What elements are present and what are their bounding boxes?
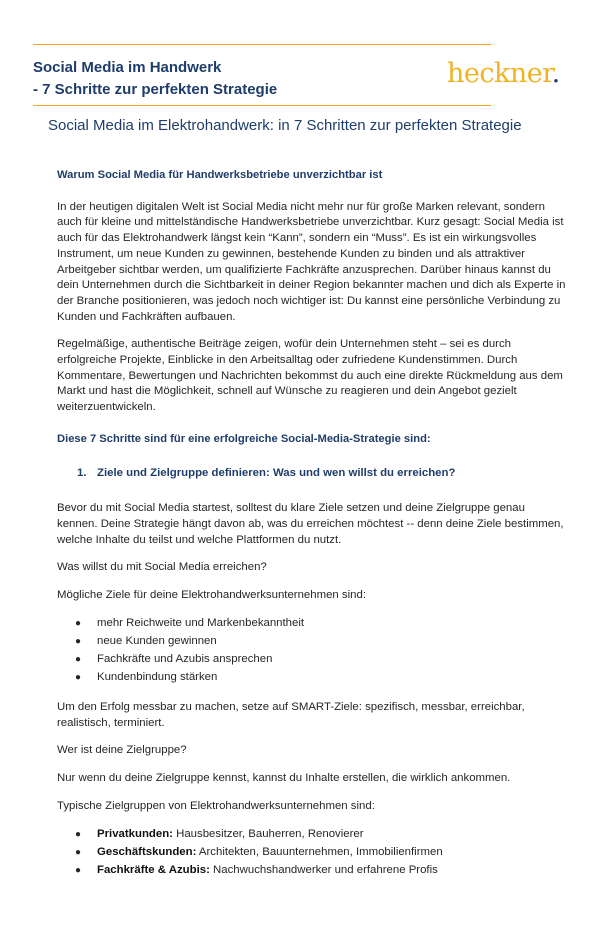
paragraph-smart: Um den Erfolg messbar zu machen, setze auf SMART-Ziele: spezifisch, messbar, erreichbar, realistisch, terminiert. xyxy=(57,701,525,729)
header-title xyxy=(33,57,277,101)
question-audience: Wer ist deine Zielgruppe? xyxy=(57,744,187,757)
list-item: ● Fachkräfte und Azubis ansprechen xyxy=(75,652,567,668)
list-item: ● Kundenbindung stärken xyxy=(75,670,567,686)
bullet-icon: ● xyxy=(75,828,82,840)
bullet-icon: ● xyxy=(75,865,82,876)
header-bottom-rule xyxy=(33,105,491,106)
step-title: Ziele und Zielgruppe definieren: Was und wen willst du erreichen? xyxy=(97,466,456,479)
paragraph-regular-posts: Regelmäßige, authentische Beiträge zeigen, wofür dein Unternehmen steht – sei es durch erfolgreiche Projekte, Einblicke in den Arbeitsalltag oder zufriedene Kundenstimmen. Durch Kommentare, Bewertungen und Nachrichten bekommst du auch eine direkte Rückmeldung aus dem Markt und hast die Möglichkeit, schnell auf Wünsche zu reagieren und dein Angebot gezielt weiterzuentwickeln. xyxy=(57,338,563,414)
bullet-icon: ● xyxy=(75,617,82,629)
list-item: ● Fachkräfte & Azubis: Nachwuchshandwerker und erfahrene Profis xyxy=(75,863,567,879)
bullet-icon: ● xyxy=(75,672,82,684)
paragraph-audience: Nur wenn du deine Zielgruppe kennst, kannst du Inhalte erstellen, die wirklich ankommen. xyxy=(57,772,511,785)
document-body xyxy=(57,168,567,893)
section-heading-why: Warum Social Media für Handwerksbetriebe unverzichtbar ist xyxy=(57,169,383,181)
list-item: ● Privatkunden: Hausbesitzer, Bauherren, Renovierer xyxy=(75,827,567,843)
question-goals: Was willst du mit Social Media erreichen? xyxy=(57,561,267,574)
header-title-line2: - 7 Schritte zur perfekten Strategie xyxy=(33,81,278,98)
step-1-heading xyxy=(77,466,567,482)
paragraph-before-start: Bevor du mit Social Media startest, solltest du klare Ziele setzen und deine Zielgruppe genau kennen. Deine Strategie hängt davon ab, was du erreichen möchtest -- denn deine Ziele bestimmen, welche Inhalte du teilst und welche Plattformen du nutzt. xyxy=(57,502,564,546)
bullet-icon: ● xyxy=(75,635,82,647)
goals-intro: Mögliche Ziele für deine Elektrohandwerksunternehmen sind: xyxy=(57,589,366,602)
paragraph-intro: In der heutigen digitalen Welt ist Social Media nicht mehr nur für große Marken relevant, sondern auch für kleine und mittelständische Handwerksbetriebe unverzichtbar. Kurz gesagt: Social Media ist auch für das Elektrohandwerk längst kein “Kann”, sondern ein “Muss”. Es ist ein wirkungsvolles Instrument, um neue Kunden zu gewinnen, bestehende Kunden zu binden und als attraktiver Arbeitgeber sichtbar werden, um qualifizierte Fachkräfte anzusprechen. Darüber hinaus kannst du dein Unternehmen durch die Sichtbarkeit in deiner Region bekannter machen und dich als Experte in der Branche positionieren, was jedoch noch wichtiger ist: Du kannst eine persönliche Verbindung zu Kunden und Fachkräften aufbauen. xyxy=(57,200,566,323)
bullet-icon: ● xyxy=(75,846,82,858)
header-top-rule xyxy=(33,44,491,45)
bullet-icon: ● xyxy=(75,654,82,666)
audiences-intro: Typische Zielgruppen von Elektrohandwerksunternehmen sind: xyxy=(57,799,375,812)
section-heading-steps: Diese 7 Schritte sind für eine erfolgreiche Social-Media-Strategie sind: xyxy=(57,432,431,445)
goals-list xyxy=(57,616,567,686)
step-number: 1. xyxy=(77,466,87,479)
list-item: ● neue Kunden gewinnen xyxy=(75,634,567,650)
list-item: ● Geschäftskunden: Architekten, Bauunternehmen, Immobilienfirmen xyxy=(75,845,567,861)
logo-text: heckner xyxy=(447,58,552,89)
list-item: ● mehr Reichweite und Markenbekanntheit xyxy=(75,616,567,632)
logo-dot: . xyxy=(551,58,560,89)
header-title-line1: Social Media im Handwerk xyxy=(33,59,222,76)
heckner-logo xyxy=(447,58,560,89)
audiences-list xyxy=(57,827,567,879)
document-title: Social Media im Elektrohandwerk: in 7 Schritten zur perfekten Strategie xyxy=(48,117,522,134)
